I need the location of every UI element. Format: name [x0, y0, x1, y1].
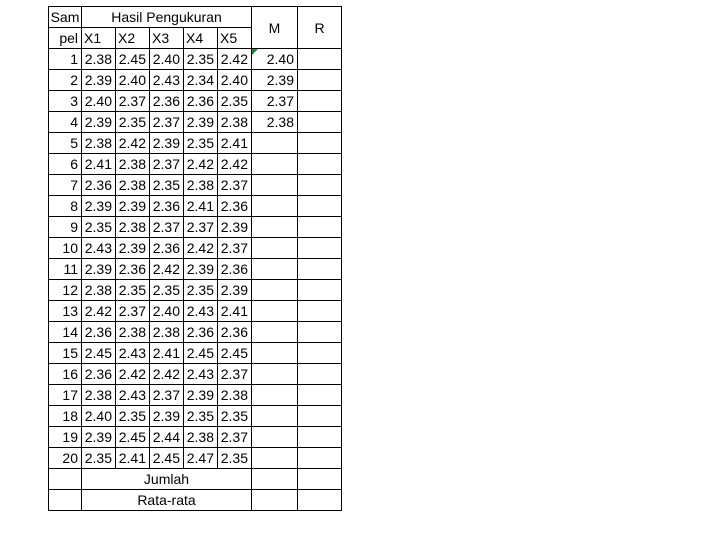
sum-row-r-cell[interactable]: [298, 469, 342, 490]
r-value-cell[interactable]: [298, 448, 342, 469]
r-value-cell[interactable]: [298, 280, 342, 301]
x1-value-cell[interactable]: 2.38: [82, 133, 116, 154]
x2-value-cell[interactable]: 2.35: [116, 280, 150, 301]
x4-value-cell[interactable]: 2.41: [184, 196, 218, 217]
x2-value-cell[interactable]: 2.41: [116, 448, 150, 469]
x3-value-cell[interactable]: 2.35: [150, 280, 184, 301]
x1-value-cell[interactable]: 2.39: [82, 112, 116, 133]
r-value-cell[interactable]: [298, 196, 342, 217]
r-header[interactable]: R: [298, 7, 342, 49]
table-row: [49, 70, 342, 91]
x1-value-cell[interactable]: 2.39: [82, 259, 116, 280]
x3-value-cell[interactable]: 2.44: [150, 427, 184, 448]
sample-number-cell[interactable]: 3: [49, 91, 82, 112]
sample-number-cell[interactable]: 15: [49, 343, 82, 364]
x3-value-cell[interactable]: 2.35: [150, 175, 184, 196]
x3-value-cell[interactable]: 2.38: [150, 322, 184, 343]
col-header-x2[interactable]: X2: [116, 28, 150, 49]
table-row: [49, 238, 342, 259]
r-value-cell[interactable]: [298, 91, 342, 112]
m-value-cell[interactable]: [252, 364, 298, 385]
x1-value-cell[interactable]: 2.35: [82, 448, 116, 469]
x1-value-cell[interactable]: 2.38: [82, 49, 116, 70]
table-row: [49, 259, 342, 280]
x2-value-cell[interactable]: 2.35: [116, 112, 150, 133]
table-row: [49, 448, 342, 469]
header-row-1: [49, 7, 342, 28]
sample-number-cell[interactable]: 20: [49, 448, 82, 469]
x3-value-cell[interactable]: 2.36: [150, 238, 184, 259]
r-value-cell[interactable]: [298, 322, 342, 343]
table-row: [49, 364, 342, 385]
x1-value-cell[interactable]: 2.39: [82, 70, 116, 91]
m-header[interactable]: M: [252, 7, 298, 49]
table-row: [49, 196, 342, 217]
sum-row: [49, 469, 342, 490]
sample-number-cell[interactable]: 6: [49, 154, 82, 175]
m-value-cell[interactable]: [252, 301, 298, 322]
sum-label-text: Jumlah: [143, 471, 190, 487]
col-header-x3[interactable]: X3: [150, 28, 184, 49]
m-value-cell[interactable]: [252, 322, 298, 343]
sample-number-cell[interactable]: 19: [49, 427, 82, 448]
x2-value-cell[interactable]: 2.39: [116, 196, 150, 217]
sample-number-cell[interactable]: 11: [49, 259, 82, 280]
x3-value-cell[interactable]: 2.39: [150, 406, 184, 427]
table-row: [49, 343, 342, 364]
x1-value-cell[interactable]: 2.45: [82, 343, 116, 364]
x4-value-cell[interactable]: 2.39: [184, 385, 218, 406]
x3-value-cell[interactable]: 2.36: [150, 91, 184, 112]
sample-number-cell[interactable]: 9: [49, 217, 82, 238]
r-value-cell[interactable]: [298, 301, 342, 322]
m-value-cell[interactable]: [252, 154, 298, 175]
x1-value-cell[interactable]: 2.38: [82, 280, 116, 301]
x1-value-cell[interactable]: 2.39: [82, 427, 116, 448]
m-value-cell[interactable]: [252, 175, 298, 196]
x5-value-cell[interactable]: 2.36: [218, 196, 252, 217]
x3-value-cell[interactable]: 2.42: [150, 259, 184, 280]
r-value-cell[interactable]: [298, 343, 342, 364]
sample-number-cell[interactable]: 16: [49, 364, 82, 385]
x2-value-cell[interactable]: 2.43: [116, 385, 150, 406]
m-value-cell[interactable]: 2.40: [252, 49, 298, 70]
sample-number-cell[interactable]: 18: [49, 406, 82, 427]
x5-value-cell[interactable]: 2.37: [218, 238, 252, 259]
x4-value-cell[interactable]: 2.42: [184, 238, 218, 259]
sample-number-cell[interactable]: 17: [49, 385, 82, 406]
x5-value-cell[interactable]: 2.41: [218, 133, 252, 154]
x4-value-cell[interactable]: 2.35: [184, 280, 218, 301]
x2-value-cell[interactable]: 2.35: [116, 406, 150, 427]
x1-value-cell[interactable]: 2.43: [82, 238, 116, 259]
x5-value-cell[interactable]: 2.39: [218, 217, 252, 238]
table-row: [49, 112, 342, 133]
x3-value-cell[interactable]: 2.37: [150, 112, 184, 133]
sample-number-cell[interactable]: 13: [49, 301, 82, 322]
sample-number-cell[interactable]: 14: [49, 322, 82, 343]
x5-value-cell[interactable]: 2.37: [218, 427, 252, 448]
r-value-cell[interactable]: [298, 364, 342, 385]
table-row: [49, 154, 342, 175]
m-value-cell[interactable]: [252, 385, 298, 406]
x4-value-cell[interactable]: 2.43: [184, 364, 218, 385]
x2-value-cell[interactable]: 2.42: [116, 364, 150, 385]
x3-value-cell[interactable]: 2.45: [150, 448, 184, 469]
r-value-cell[interactable]: [298, 70, 342, 91]
x3-value-cell[interactable]: 2.37: [150, 385, 184, 406]
avg-row-m-cell[interactable]: [252, 490, 298, 511]
m-value-cell[interactable]: [252, 280, 298, 301]
x4-value-cell[interactable]: 2.35: [184, 406, 218, 427]
sample-header-top[interactable]: Sam: [49, 7, 82, 28]
x1-value-cell[interactable]: 2.40: [82, 91, 116, 112]
x5-value-cell[interactable]: 2.39: [218, 280, 252, 301]
x4-value-cell[interactable]: 2.47: [184, 448, 218, 469]
col-header-x5[interactable]: X5: [218, 28, 252, 49]
m-value-cell[interactable]: [252, 427, 298, 448]
x5-value-cell[interactable]: 2.38: [218, 385, 252, 406]
x3-value-cell[interactable]: 2.40: [150, 301, 184, 322]
table-row: [49, 49, 342, 70]
x1-value-cell[interactable]: 2.42: [82, 301, 116, 322]
x1-value-cell[interactable]: 2.36: [82, 364, 116, 385]
x4-value-cell[interactable]: 2.36: [184, 322, 218, 343]
x1-value-cell[interactable]: 2.39: [82, 196, 116, 217]
m-value-cell[interactable]: 2.39: [252, 70, 298, 91]
x2-value-cell[interactable]: 2.37: [116, 91, 150, 112]
x4-value-cell[interactable]: 2.36: [184, 91, 218, 112]
r-value-cell[interactable]: [298, 406, 342, 427]
x1-value-cell[interactable]: 2.36: [82, 322, 116, 343]
sum-row-m-cell[interactable]: [252, 469, 298, 490]
x4-value-cell[interactable]: 2.45: [184, 343, 218, 364]
col-header-x4[interactable]: X4: [184, 28, 218, 49]
x5-value-cell[interactable]: 2.35: [218, 448, 252, 469]
x2-value-cell[interactable]: 2.38: [116, 217, 150, 238]
x5-value-cell[interactable]: 2.37: [218, 364, 252, 385]
m-value-cell[interactable]: 2.37: [252, 91, 298, 112]
x5-value-cell[interactable]: 2.40: [218, 70, 252, 91]
x5-value-cell[interactable]: 2.36: [218, 322, 252, 343]
col-header-x1[interactable]: X1: [82, 28, 116, 49]
x2-value-cell[interactable]: 2.38: [116, 175, 150, 196]
x1-value-cell[interactable]: 2.40: [82, 406, 116, 427]
x2-value-cell[interactable]: 2.38: [116, 154, 150, 175]
x5-value-cell[interactable]: 2.42: [218, 49, 252, 70]
table-row: [49, 385, 342, 406]
x1-value-cell[interactable]: 2.35: [82, 217, 116, 238]
x4-value-cell[interactable]: 2.43: [184, 301, 218, 322]
m-value-cell[interactable]: [252, 196, 298, 217]
x4-value-cell[interactable]: 2.35: [184, 133, 218, 154]
x1-value-cell[interactable]: 2.38: [82, 385, 116, 406]
avg-row-r-cell[interactable]: [298, 490, 342, 511]
x4-value-cell[interactable]: 2.42: [184, 154, 218, 175]
sample-number-cell[interactable]: 5: [49, 133, 82, 154]
m-value-cell[interactable]: [252, 238, 298, 259]
avg-row: [49, 490, 342, 511]
sample-header-bottom[interactable]: pel: [49, 28, 82, 49]
r-value-cell[interactable]: [298, 385, 342, 406]
r-value-cell[interactable]: [298, 217, 342, 238]
r-value-cell[interactable]: [298, 175, 342, 196]
sample-number-cell[interactable]: 12: [49, 280, 82, 301]
table-row: [49, 280, 342, 301]
table-row: [49, 175, 342, 196]
x5-value-cell[interactable]: 2.45: [218, 343, 252, 364]
r-value-cell[interactable]: [298, 49, 342, 70]
avg-label-text: Rata-rata: [137, 492, 196, 508]
m-value-cell[interactable]: 2.38: [252, 112, 298, 133]
x1-value-cell[interactable]: 2.41: [82, 154, 116, 175]
x4-value-cell[interactable]: 2.38: [184, 175, 218, 196]
table-row: [49, 91, 342, 112]
r-value-cell[interactable]: [298, 112, 342, 133]
sample-number-cell[interactable]: 1: [49, 49, 82, 70]
x2-value-cell[interactable]: 2.42: [116, 133, 150, 154]
x2-value-cell[interactable]: 2.45: [116, 49, 150, 70]
m-value-cell[interactable]: [252, 448, 298, 469]
table-row: [49, 217, 342, 238]
x3-value-cell[interactable]: 2.40: [150, 49, 184, 70]
m-value-cell[interactable]: [252, 343, 298, 364]
avg-label[interactable]: [82, 490, 252, 511]
x2-value-cell[interactable]: 2.43: [116, 343, 150, 364]
comment-indicator-icon: [252, 49, 258, 55]
m-value-cell[interactable]: [252, 259, 298, 280]
r-value-cell[interactable]: [298, 259, 342, 280]
m-value-cell[interactable]: [252, 217, 298, 238]
r-value-cell[interactable]: [298, 238, 342, 259]
table-row: [49, 322, 342, 343]
r-value-cell[interactable]: [298, 133, 342, 154]
x4-value-cell[interactable]: 2.34: [184, 70, 218, 91]
m-value-cell[interactable]: [252, 133, 298, 154]
x3-value-cell[interactable]: 2.36: [150, 196, 184, 217]
blank-cell[interactable]: [49, 490, 82, 511]
sample-number-cell[interactable]: 2: [49, 70, 82, 91]
x1-value-cell[interactable]: 2.36: [82, 175, 116, 196]
r-value-cell[interactable]: [298, 427, 342, 448]
table-row: [49, 427, 342, 448]
x3-value-cell[interactable]: 2.41: [150, 343, 184, 364]
sample-number-cell[interactable]: 7: [49, 175, 82, 196]
table-row: [49, 406, 342, 427]
x5-value-cell[interactable]: 2.38: [218, 112, 252, 133]
group-header[interactable]: Hasil Pengukuran: [82, 7, 252, 28]
x3-value-cell[interactable]: 2.42: [150, 364, 184, 385]
sample-number-cell[interactable]: 10: [49, 238, 82, 259]
table-row: [49, 301, 342, 322]
x2-value-cell[interactable]: 2.39: [116, 238, 150, 259]
x4-value-cell[interactable]: 2.39: [184, 259, 218, 280]
x2-value-cell[interactable]: 2.45: [116, 427, 150, 448]
x2-value-cell[interactable]: 2.37: [116, 301, 150, 322]
x3-value-cell[interactable]: 2.37: [150, 217, 184, 238]
x3-value-cell[interactable]: 2.39: [150, 133, 184, 154]
x4-value-cell[interactable]: 2.35: [184, 49, 218, 70]
x2-value-cell[interactable]: 2.36: [116, 259, 150, 280]
table-row: [49, 133, 342, 154]
r-value-cell[interactable]: [298, 154, 342, 175]
x5-value-cell[interactable]: 2.35: [218, 406, 252, 427]
x5-value-cell[interactable]: 2.36: [218, 259, 252, 280]
x2-value-cell[interactable]: 2.38: [116, 322, 150, 343]
x5-value-cell[interactable]: 2.35: [218, 91, 252, 112]
x4-value-cell[interactable]: 2.38: [184, 427, 218, 448]
sample-number-cell[interactable]: 8: [49, 196, 82, 217]
measurement-table: [48, 6, 342, 511]
x3-value-cell[interactable]: 2.37: [150, 154, 184, 175]
x5-value-cell[interactable]: 2.41: [218, 301, 252, 322]
m-value-cell[interactable]: [252, 406, 298, 427]
x5-value-cell[interactable]: 2.42: [218, 154, 252, 175]
sample-number-cell[interactable]: 4: [49, 112, 82, 133]
blank-cell[interactable]: [49, 469, 82, 490]
x4-value-cell[interactable]: 2.37: [184, 217, 218, 238]
x3-value-cell[interactable]: 2.43: [150, 70, 184, 91]
sum-label[interactable]: [82, 469, 252, 490]
x4-value-cell[interactable]: 2.39: [184, 112, 218, 133]
x5-value-cell[interactable]: 2.37: [218, 175, 252, 196]
x2-value-cell[interactable]: 2.40: [116, 70, 150, 91]
